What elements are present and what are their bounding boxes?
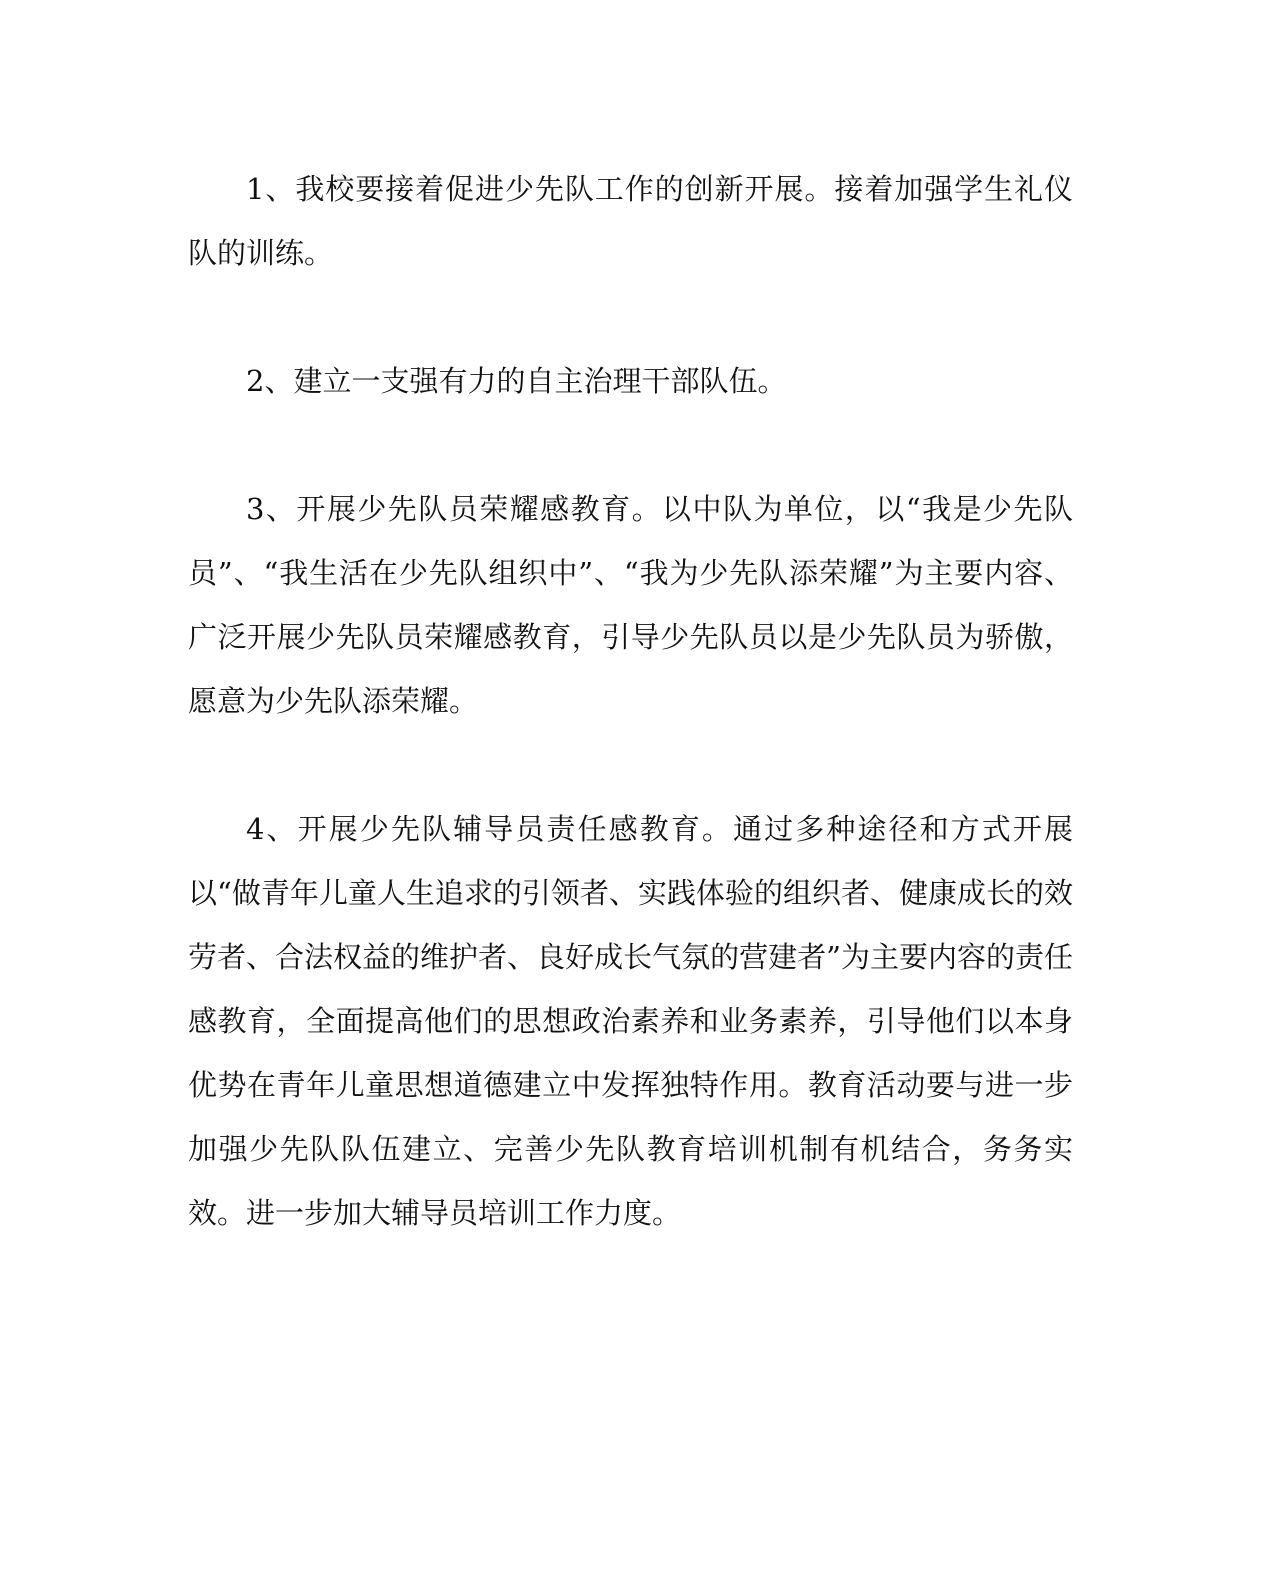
paragraph-2: 2、建立一支强有力的自主治理干部队伍。 [246, 364, 787, 398]
paragraph-1: 1、我校要接着促进少先队工作的创新开展。接着加强学生礼仪队的训练。 [188, 172, 1073, 270]
document-body [188, 157, 1073, 1245]
paragraph-3: 3、开展少先队员荣耀感教育。以中队为单位，以“我是少先队员”、“我生活在少先队组织中”、“我为少先队添荣耀”为主要内容、广泛开展少先队员荣耀感教育，引导少先队员以是少先队员为骄傲，愿意为少先队添荣耀。 [188, 492, 1073, 718]
paragraph-4: 4、开展少先队辅导员责任感教育。通过多种途径和方式开展以“做青年儿童人生追求的引领者、实践体验的组织者、健康成长的效劳者、合法权益的维护者、良好成长气氛的营建者”为主要内容的责任感教育，全面提高他们的思想政治素养和业务素养，引导他们以本身优势在青年儿童思想道德建立中发挥独特作用。教育活动要与进一步加强少先队队伍建立、完善少先队教育培训机制有机结合，务务实效。进一步加大辅导员培训工作力度。 [188, 812, 1073, 1230]
